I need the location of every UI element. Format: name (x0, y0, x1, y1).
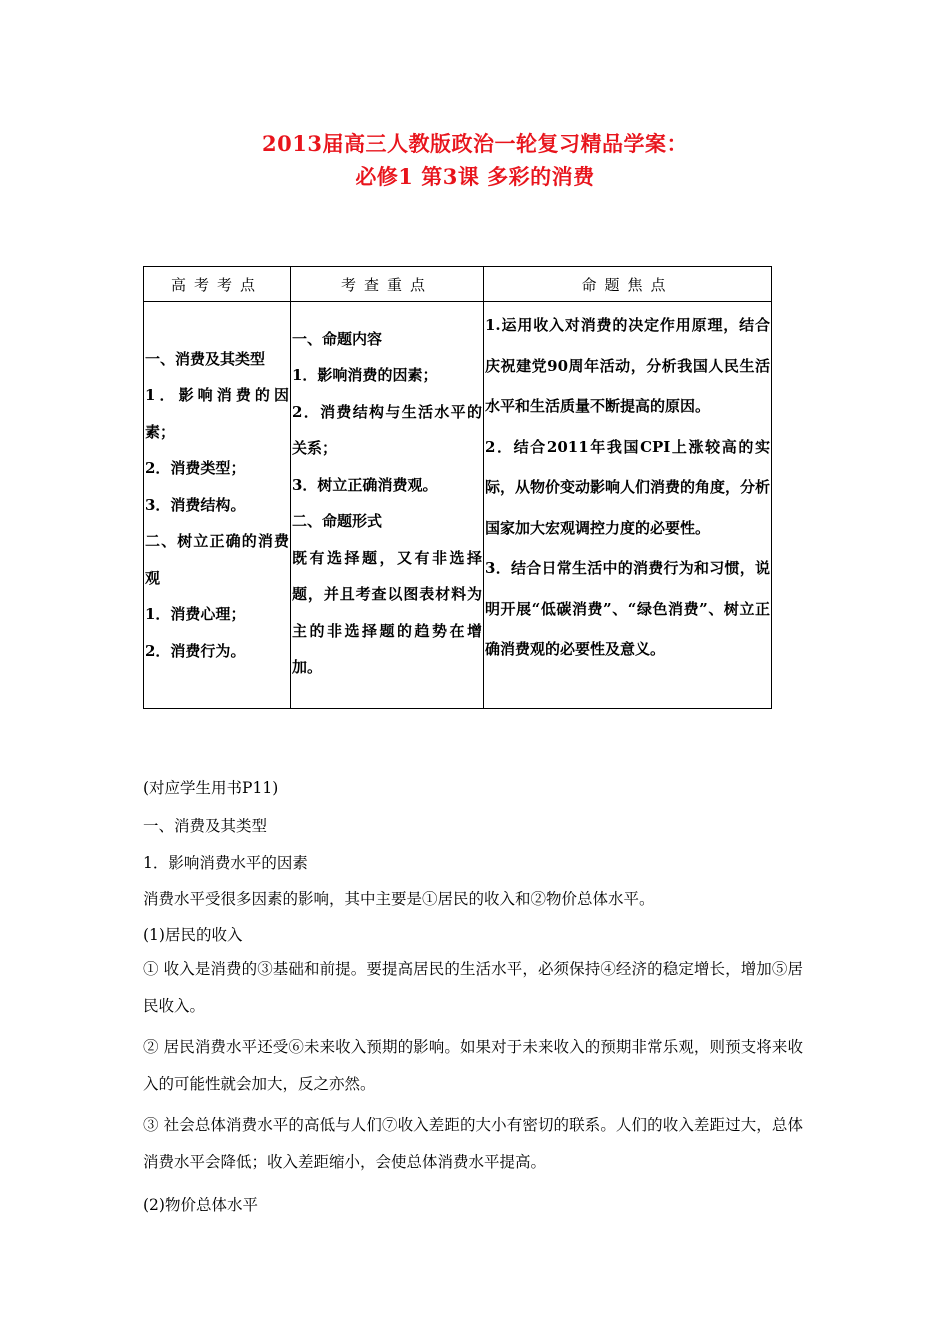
list-item: 1．影响消费的因素； (292, 366, 438, 384)
header-exam-points: 高考考点 (144, 267, 291, 302)
focus-cell (484, 302, 772, 709)
exam-points-cell (144, 302, 291, 709)
doc-title-line2: 必修1 第3课 多彩的消费 (355, 164, 595, 189)
list-item: 既有选择题，又有非选择题，并且考查以图表材料为主的非选择题的趋势在增加。 (292, 548, 482, 676)
doc-title-line1: 2013届高三人教版政治一轮复习精品学案： (262, 131, 688, 156)
paragraph: ③ 社会总体消费水平的高低与人们⑦收入差距的大小有密切的联系。人们的收入差距过大，总体消费水平会降低；收入差距缩小，会使总体消费水平提高。 (143, 1116, 803, 1171)
list-item: 2．消费类型； (145, 459, 246, 478)
list-item: 2．消费行为。 (145, 641, 246, 660)
subsection-heading: (1)居民的收入 (143, 926, 243, 944)
list-item: 二、树立正确的消费观 (145, 532, 289, 587)
list-item: 一、命题内容 (292, 329, 383, 348)
list-item: 3．树立正确消费观。 (292, 475, 438, 494)
paragraph: 消费水平受很多因素的影响，其中主要是①居民的收入和②物价总体水平。 (143, 890, 655, 908)
book-reference: (对应学生用书P11) (143, 779, 279, 797)
study-plan-table (143, 266, 772, 709)
paragraph: ① 收入是消费的③基础和前提。要提高居民的生活水平，必须保持④经济的稳定增长，增加⑤居民收入。 (143, 960, 803, 1015)
subsection-heading: 1．影响消费水平的因素 (143, 854, 308, 872)
header-focus: 命题焦点 (484, 267, 772, 302)
list-item: 2．消费结构与生活水平的关系； (292, 402, 482, 457)
list-item: 1.运用收入对消费的决定作用原理，结合庆祝建党90周年活动，分析我国人民生活水平和生活质量不断提高的原因。 (485, 316, 770, 415)
paragraph: ② 居民消费水平还受⑥未来收入预期的影响。如果对于未来收入的预期非常乐观，则预支将来收入的可能性就会加大，反之亦然。 (143, 1038, 803, 1093)
list-item: 二、命题形式 (292, 512, 383, 530)
list-item: 1．消费心理； (145, 605, 246, 624)
list-item: 1．影响消费的因素； (145, 386, 289, 441)
list-item: 2．结合2011年我国CPI上涨较高的实际，从物价变动影响人们消费的角度，分析国家加大宏观调控力度的必要性。 (485, 437, 771, 537)
section-heading: 一、消费及其类型 (143, 817, 268, 835)
table-row (144, 302, 772, 709)
subsection-heading: (2)物价总体水平 (143, 1196, 258, 1214)
list-item: 一、消费及其类型 (145, 349, 266, 368)
list-item: 3．结合日常生活中的消费行为和习惯，说明开展“低碳消费”、“绿色消费”、树立正确消费观的必要性及意义。 (485, 559, 770, 658)
header-key-points: 考查重点 (291, 267, 484, 302)
table-header-row (144, 267, 772, 302)
list-item: 3．消费结构。 (145, 495, 246, 514)
key-points-cell (291, 302, 484, 709)
